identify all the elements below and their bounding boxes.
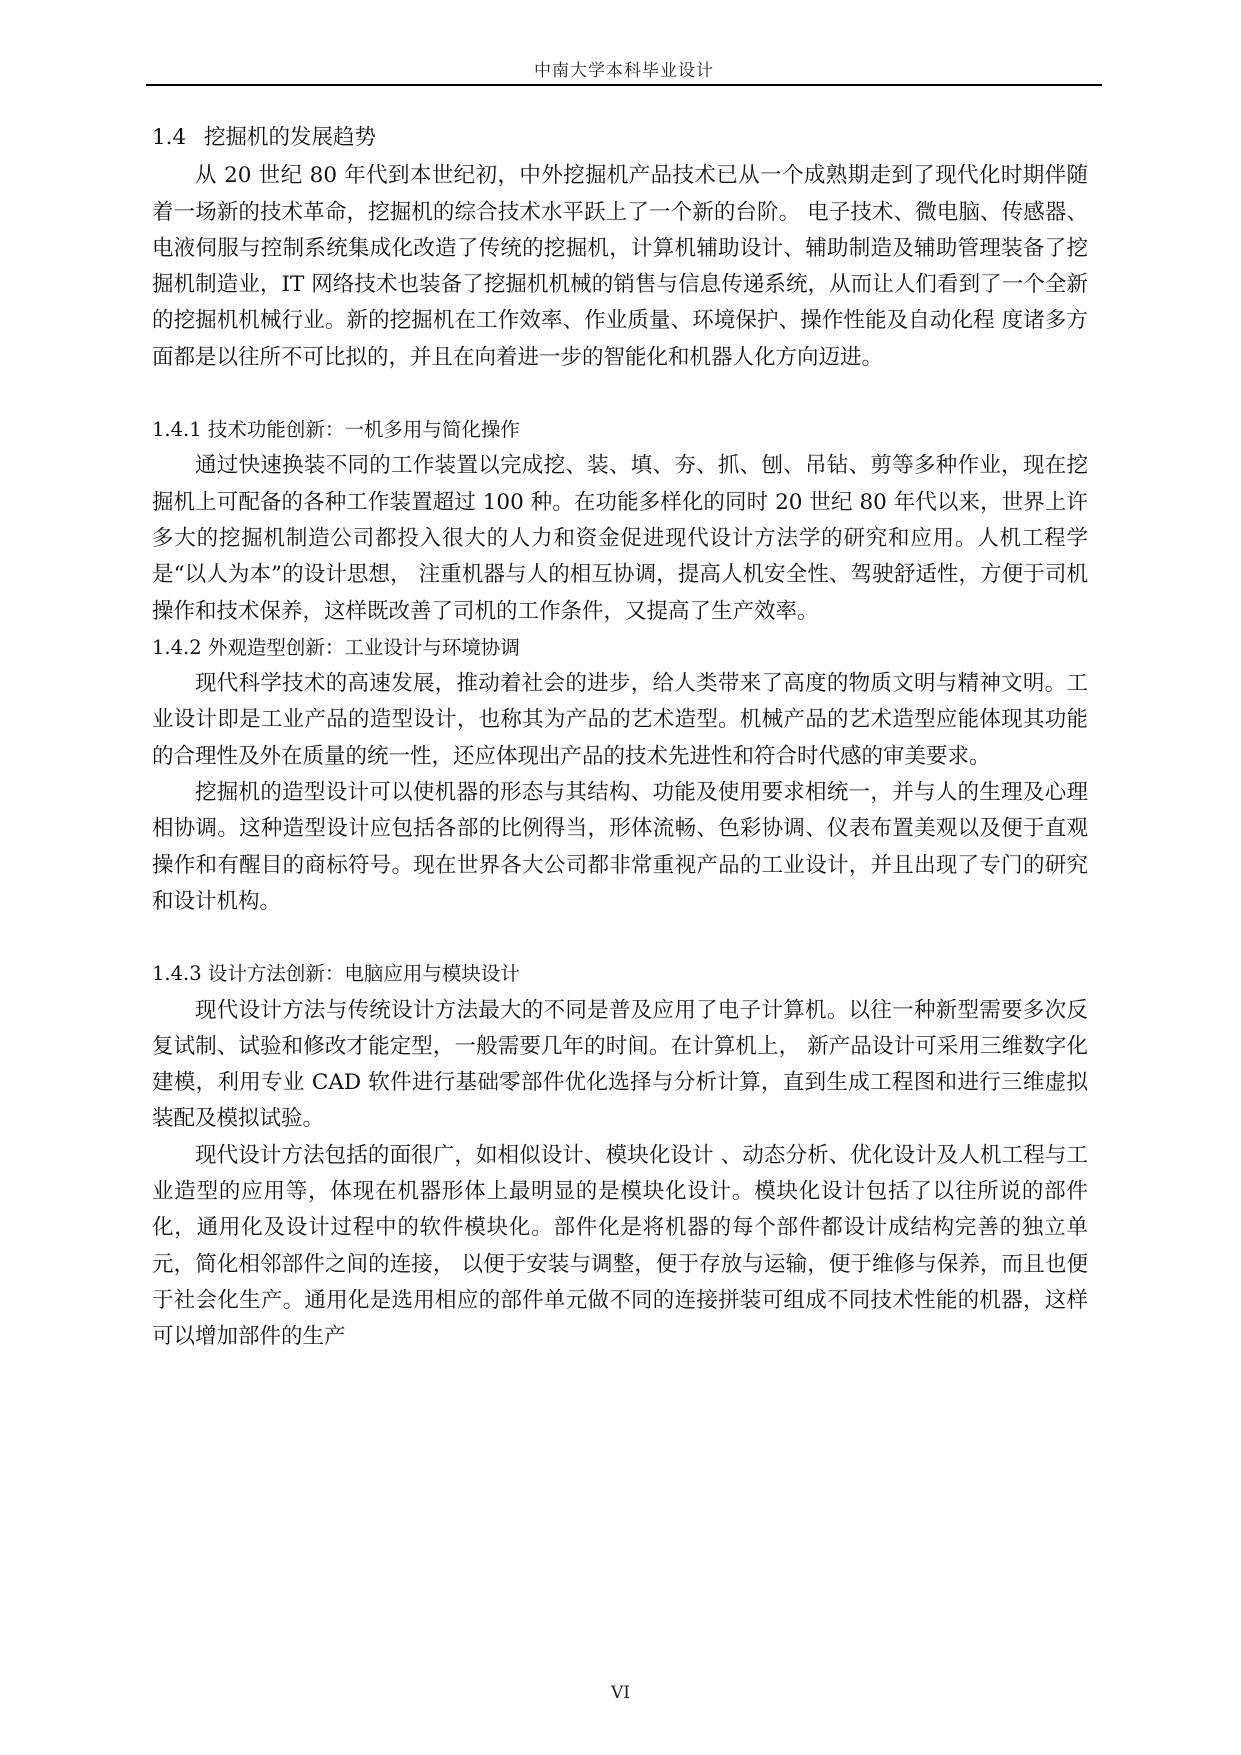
paragraph: 挖掘机的造型设计可以使机器的形态与其结构、功能及使用要求相统一，并与人的生理及心理相协调。这种造型设计应包括各部的比例得当，形体流畅、色彩协调、仪表布置美观以及便于直观操作和有醒目的商标符号。现在世界各大公司都非常重视产品的工业设计，并且出现了专门的研究和设计机构。 <box>152 780 1088 914</box>
spacer <box>152 920 1088 956</box>
page-number: VI <box>611 1683 630 1703</box>
header-rule <box>146 84 1102 86</box>
page-content <box>152 120 1088 1356</box>
subsection-heading: 1.4.2 外观造型创新：工业设计与环境协调 <box>152 635 520 659</box>
section-title: 挖掘机的发展趋势 <box>204 125 377 150</box>
section-heading <box>152 120 1088 156</box>
section-number: 1.4 <box>152 125 187 150</box>
paragraph: 现代设计方法包括的面很广，如相似设计、模块化设计 、动态分析、优化设计及人机工程与工业造型的应用等，体现在机器形体上最明显的是模块化设计。模块化设计包括了以往所说的部件化，通用化及设计过程中的软件模块化。部件化是将机器的每个部件都设计成结构完善的独立单元，简化相邻部件之间的连接， 以便于安装与调整，便于存放与运输，便于维修与保养，而且也便于社会化生产。通用化是选用相应的部件单元做不同的连接拼装可组成不同技术性能的机器，这样 可以增加部件的生产 <box>152 1142 1088 1350</box>
paragraph: 通过快速换装不同的工作装置以完成挖、装、填、夯、抓、刨、吊钻、剪等多种作业，现在挖掘机上可配备的各种工作装置超过 100 种。在功能多样化的同时 20 世纪 80 年代以来，世界上许多大的挖掘机制造公司都投入很大的人力和资金促进现代设计方法学的研究和应用。人机工程学是“以人为本”的设计思想， 注重机器与人的相互协调，提高人机安全性、驾驶舒适性，方便于司机操作和技术保养，这样既改善了司机的工作条件，又提高了生产效率。 <box>152 453 1088 624</box>
page-header: 中南大学本科毕业设计 <box>534 61 714 81</box>
paragraph: 现代设计方法与传统设计方法最大的不同是普及应用了电子计算机。以往一种新型需要多次反复试制、试验和修改才能定型，一般需要几年的时间。在计算机上， 新产品设计可采用三维数字化建模，利用专业 CAD 软件进行基础零部件优化选择与分析计算，直到生成工程图和进行三维虚拟装配及模拟试验。 <box>152 997 1088 1132</box>
spacer <box>152 376 1088 412</box>
paragraph: 现代科学技术的高速发展，推动着社会的进步，给人类带来了高度的物质文明与精神文明。工业设计即是工业产品的造型设计，也称其为产品的艺术造型。机械产品的艺术造型应能体现其功能的合理性及外在质量的统一性，还应体现出产品的技术先进性和符合时代感的审美要求。 <box>152 671 1088 769</box>
paragraph: 从 20 世纪 80 年代到本世纪初，中外挖掘机产品技术已从一个成熟期走到了现代化时期伴随着一场新的技术革命，挖掘机的综合技术水平跃上了一个新的台阶。 电子技术、微电脑、传感器、电液伺服与控制系统集成化改造了传统的挖掘机，计算机辅助设计、辅助制造及辅助管理装备了挖掘机制造业，IT 网络技术也装备了挖掘机机械的销售与信息传递系统，从而让人们看到了一个全新的挖掘机机械行业。新的挖掘机在工作效率、作业质量、环境保护、操作性能及自动化程 度诸多方面都是以往所不可比拟的，并且在向着进一步的智能化和机器人化方向迈进。 <box>152 163 1088 370</box>
subsection-heading: 1.4.1 技术功能创新：一机多用与简化操作 <box>152 418 520 442</box>
subsection-heading: 1.4.3 设计方法创新：电脑应用与模块设计 <box>152 962 520 986</box>
